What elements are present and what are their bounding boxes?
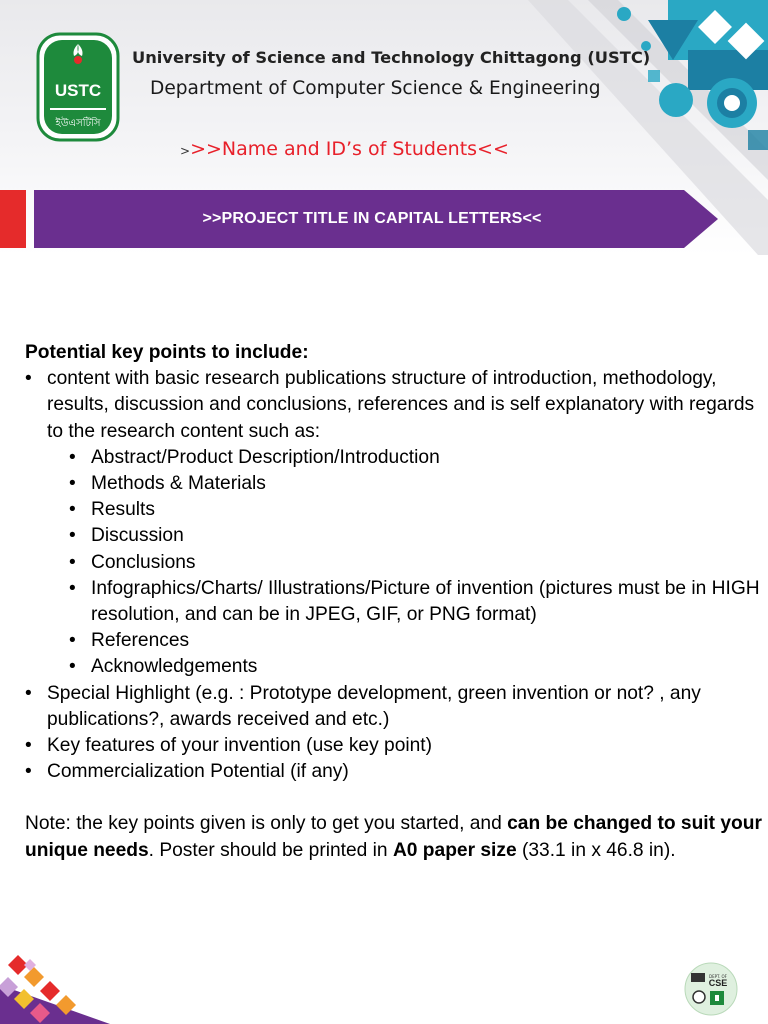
project-title-banner xyxy=(34,190,718,248)
key-points-list xyxy=(25,366,765,785)
project-title: >>PROJECT TITLE IN CAPITAL LETTERS<< xyxy=(202,210,542,227)
students-text: >>Name and ID’s of Students<< xyxy=(190,138,509,160)
sub-list-item: • Abstract/Product Description/Introduction xyxy=(47,445,765,471)
banner-red-accent xyxy=(0,190,26,248)
svg-text:CSE: CSE xyxy=(708,978,728,988)
svg-text:USTC: USTC xyxy=(54,81,102,100)
list-item-text: content with basic research publications structure of introduction, methodology, results, discussion and conclusions, references and is self explanatory with regards to the research content such as: xyxy=(47,368,755,442)
sub-list-item: • Results xyxy=(47,497,765,523)
ustc-logo xyxy=(36,32,120,142)
sub-list-item: • Acknowledgements xyxy=(47,654,765,680)
students-prefix: > xyxy=(180,144,191,158)
note-emphasis: A0 paper size xyxy=(392,839,517,861)
sub-list-item: • References xyxy=(47,628,765,654)
list-item: • Special Highlight (e.g. : Prototype development, green invention or not? , any publications?, awards received and etc.) xyxy=(25,681,765,733)
svg-text:DEPT. OF: DEPT. OF xyxy=(709,974,727,979)
students-placeholder xyxy=(180,138,509,160)
sub-list-item: • Discussion xyxy=(47,523,765,549)
note-text: . Poster should be printed in xyxy=(148,839,393,861)
footer-decoration xyxy=(0,955,110,1024)
note-emphasis: can be changed to suit your unique needs xyxy=(25,813,762,861)
sub-list-item: • Methods & Materials xyxy=(47,471,765,497)
sub-list-item: • Infographics/Charts/ Illustrations/Picture of invention (pictures must be in HIGH resolution, and can be in JPEG, GIF, or PNG format) xyxy=(47,576,765,628)
poster-guidelines xyxy=(25,340,765,864)
note-paragraph xyxy=(25,811,765,863)
note-text: Note: the key points given is only to get you started, and xyxy=(25,813,508,835)
department-name: Department of Computer Science & Engineering xyxy=(150,78,601,99)
sub-list-item: • Conclusions xyxy=(47,550,765,576)
cse-logo xyxy=(682,962,740,1016)
key-points-heading: Potential key points to include: xyxy=(25,342,309,363)
svg-text:ইউএসটিসি: ইউএসটিসি xyxy=(55,118,101,129)
sub-points-list xyxy=(47,445,765,681)
list-item xyxy=(25,366,765,680)
note-text: (33.1 in x 46.8 in). xyxy=(516,839,676,861)
university-name: University of Science and Technology Chittagong (USTC) xyxy=(132,48,651,67)
list-item: • Key features of your invention (use key point) xyxy=(25,733,765,759)
list-item: • Commercialization Potential (if any) xyxy=(25,759,765,785)
